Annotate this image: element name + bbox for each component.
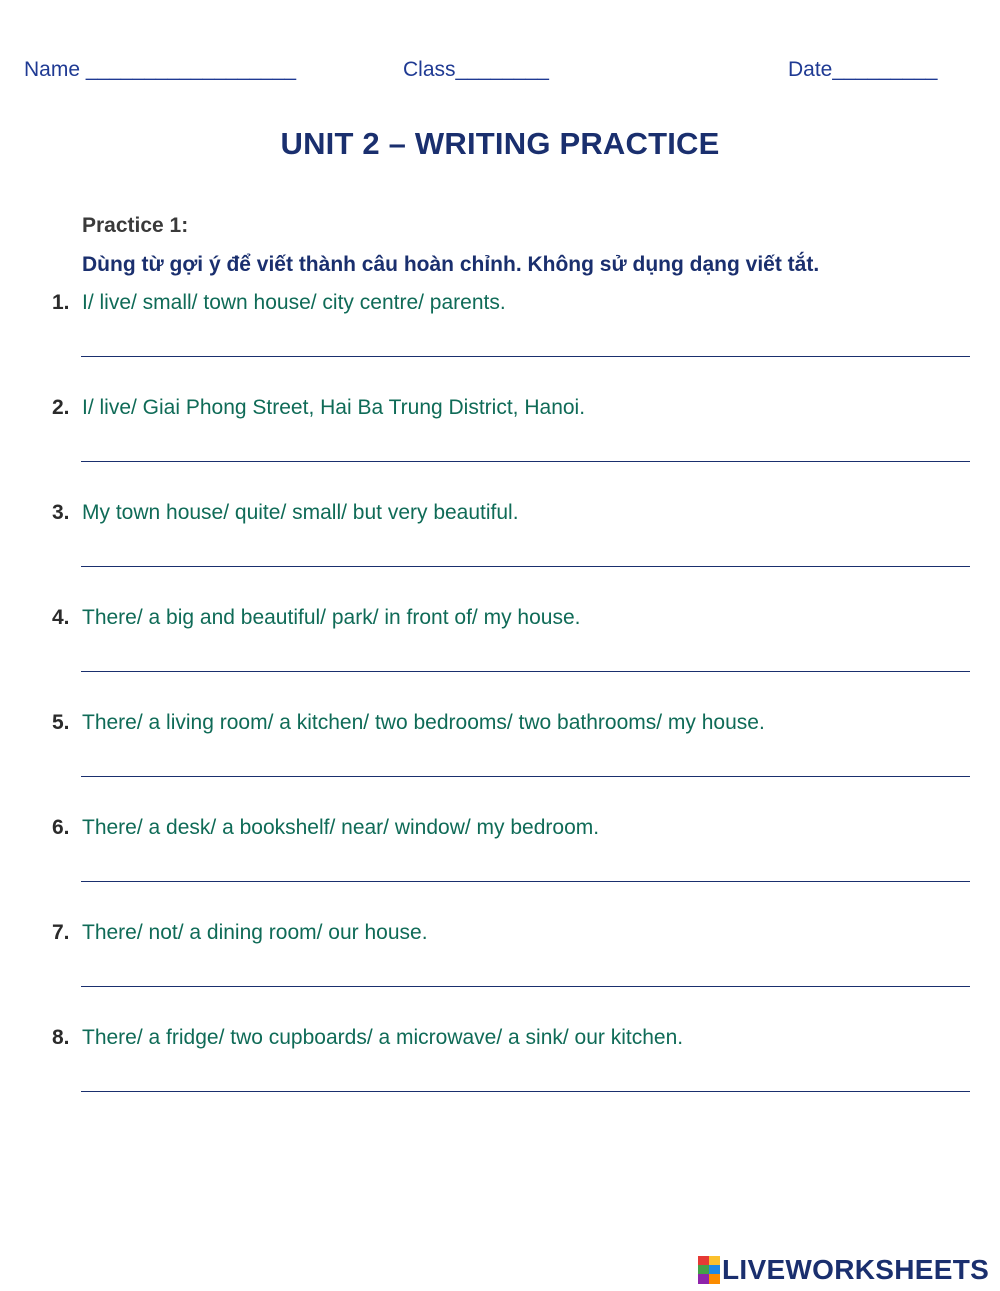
name-field[interactable]: Name __________________ xyxy=(24,58,297,81)
logo-block xyxy=(709,1265,720,1274)
logo-text: LIVEWORKSHEETS xyxy=(722,1254,990,1285)
exercise-number: 2. xyxy=(52,396,70,419)
exercise-item xyxy=(0,501,1000,601)
logo-block xyxy=(698,1256,709,1265)
answer-line[interactable] xyxy=(81,356,970,357)
exercise-number: 5. xyxy=(52,711,70,734)
exercise-prompt: There/ a desk/ a bookshelf/ near/ window/ my bedroom. xyxy=(82,816,600,839)
answer-line[interactable] xyxy=(81,461,970,462)
page-title: UNIT 2 – WRITING PRACTICE xyxy=(280,126,720,161)
exercise-number: 8. xyxy=(52,1026,70,1049)
exercise-item xyxy=(0,816,1000,916)
exercise-prompt: I/ live/ small/ town house/ city centre/ parents. xyxy=(82,291,506,314)
exercise-prompt: There/ a living room/ a kitchen/ two bedrooms/ two bathrooms/ my house. xyxy=(82,711,765,734)
exercise-item xyxy=(0,396,1000,496)
answer-line[interactable] xyxy=(81,881,970,882)
exercise-item xyxy=(0,921,1000,1021)
exercise-number: 6. xyxy=(52,816,70,839)
logo-block xyxy=(698,1265,709,1274)
date-field[interactable]: Date_________ xyxy=(788,58,938,81)
exercise-prompt: My town house/ quite/ small/ but very beautiful. xyxy=(82,501,519,524)
exercise-item xyxy=(0,711,1000,811)
logo-block xyxy=(698,1274,709,1284)
exercise-prompt: There/ a big and beautiful/ park/ in front of/ my house. xyxy=(82,606,581,629)
exercise-number: 7. xyxy=(52,921,70,944)
answer-line[interactable] xyxy=(81,1091,970,1092)
exercise-prompt: There/ a fridge/ two cupboards/ a microwave/ a sink/ our kitchen. xyxy=(82,1026,684,1049)
header-fields xyxy=(0,58,1000,88)
liveworksheets-logo-icon xyxy=(698,1256,720,1284)
logo-block xyxy=(709,1256,720,1265)
exercise-item xyxy=(0,291,1000,391)
class-field[interactable]: Class________ xyxy=(403,58,549,81)
exercise-item xyxy=(0,1026,1000,1126)
liveworksheets-logo xyxy=(698,1254,989,1286)
exercise-number: 3. xyxy=(52,501,70,524)
logo-block xyxy=(709,1274,720,1284)
exercise-number: 4. xyxy=(52,606,70,629)
exercise-prompt: There/ not/ a dining room/ our house. xyxy=(82,921,428,944)
answer-line[interactable] xyxy=(81,986,970,987)
answer-line[interactable] xyxy=(81,776,970,777)
practice-label: Practice 1: xyxy=(82,214,189,237)
exercise-item xyxy=(0,606,1000,706)
instruction-text: Dùng từ gợi ý để viết thành câu hoàn chỉnh. Không sử dụng dạng viết tắt. xyxy=(82,253,820,276)
exercise-number: 1. xyxy=(52,291,70,314)
exercise-prompt: I/ live/ Giai Phong Street, Hai Ba Trung District, Hanoi. xyxy=(82,396,586,419)
answer-line[interactable] xyxy=(81,566,970,567)
answer-line[interactable] xyxy=(81,671,970,672)
